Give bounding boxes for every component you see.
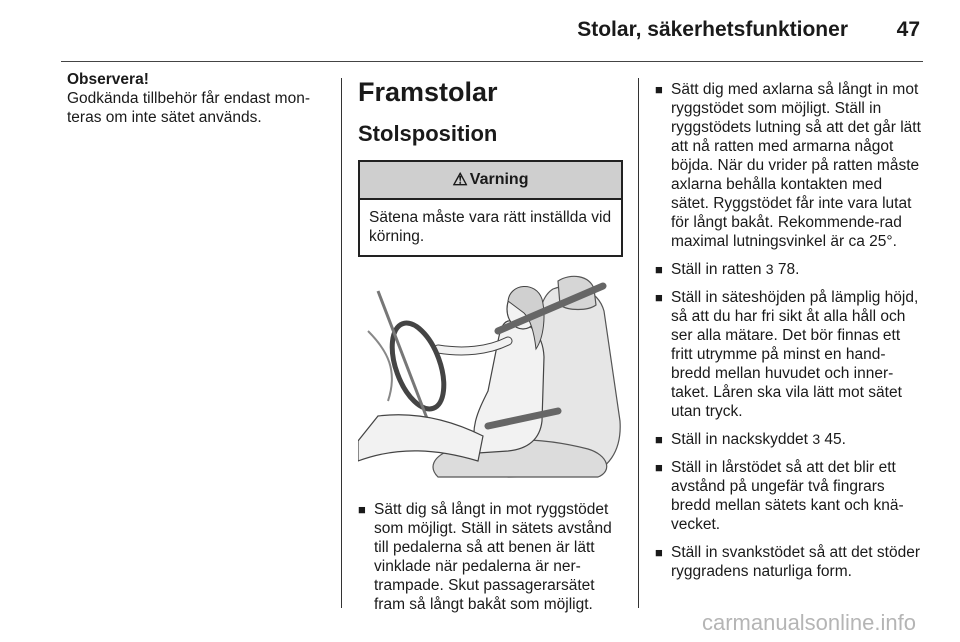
page-title: Stolar, säkerhetsfunktioner — [577, 18, 848, 41]
column-divider-1 — [341, 78, 342, 608]
list-item: ■ Ställ in ratten 3 78. — [655, 261, 800, 278]
warning-label: Varning — [469, 171, 529, 188]
bullet-square-icon: ■ — [358, 502, 366, 517]
section-subheading: Stolsposition — [358, 121, 498, 146]
column-divider-2 — [638, 78, 639, 608]
bullet-square-icon: ■ — [655, 460, 663, 475]
bullet-square-icon: ■ — [655, 290, 663, 305]
page-ref-link[interactable]: 45 — [824, 431, 842, 448]
note-title: Observera! — [67, 71, 149, 88]
list-item: ■ Ställ in nackskyddet 3 45. — [655, 431, 846, 448]
right-column — [655, 80, 923, 590]
bullet-square-icon: ■ — [655, 432, 663, 447]
section-heading: Framstolar — [358, 77, 498, 107]
header-divider — [61, 61, 923, 62]
note-column — [67, 70, 332, 127]
list-item: ■ Ställ in säteshöjden på lämplig höjd, så att du har fri sikt åt alla håll och ser alla mätare. Det bör finnas ett fritt utrymme på minst en hand-bredd mellan huvudet och inner-taket. Låren ska vila lätt mot sätet utan tryck. — [655, 289, 919, 420]
watermark: carmanualsonline.info — [701, 610, 916, 635]
seat-instructions-list-b — [655, 80, 923, 581]
bullet-square-icon: ■ — [655, 82, 663, 97]
bullet-square-icon: ■ — [655, 545, 663, 560]
seat-position-illustration — [358, 271, 623, 479]
list-item: ■ Ställ in lårstödet så att det blir ett avstånd på ungefär två fingrars bredd mellan sätets kant och knä-vecket. — [655, 459, 904, 533]
warning-triangle-icon: ⚠ — [452, 170, 468, 189]
main-column — [358, 70, 623, 623]
list-item: ■ Sätt dig så långt in mot ryggstödet som möjligt. Ställ in sätets avstånd till pedalerna så att benen är lätt vinklade när pedalerna är ner-trampade. Skut passagerarsätet fram så långt bakåt som möjligt. — [358, 501, 612, 613]
page-ref-link[interactable]: 78 — [777, 261, 796, 278]
warning-text: Sätena måste vara rätt inställda vid körning. — [369, 209, 612, 245]
bullet-square-icon: ■ — [655, 262, 663, 277]
note-text: Godkända tillbehör får endast mon-teras om inte sätet används. — [67, 90, 310, 126]
page-ref-arrow-icon: 3 — [765, 261, 774, 277]
warning-box — [358, 160, 623, 257]
seat-instructions-list-a — [358, 500, 623, 614]
list-item: ■ Ställ in svankstödet så att det stöder ryggradens naturliga form. — [655, 544, 920, 580]
list-item: ■ Sätt dig med axlarna så långt in mot ryggstödet som möjligt. Ställ in ryggstödets lutning så att det går lätt att nå ratten med armarna något böjda. När du vrider på ratten måste axlarna behålla kontakten med sätet. Ryggstödet får inte vara lutat för långt bakåt. Rekommende-rad maximal lutningsvinkel är ca 25°. — [655, 81, 921, 250]
page-ref-arrow-icon: 3 — [812, 431, 821, 447]
page-number: 47 — [896, 18, 920, 41]
page-header — [0, 0, 960, 62]
warning-header — [360, 162, 621, 200]
